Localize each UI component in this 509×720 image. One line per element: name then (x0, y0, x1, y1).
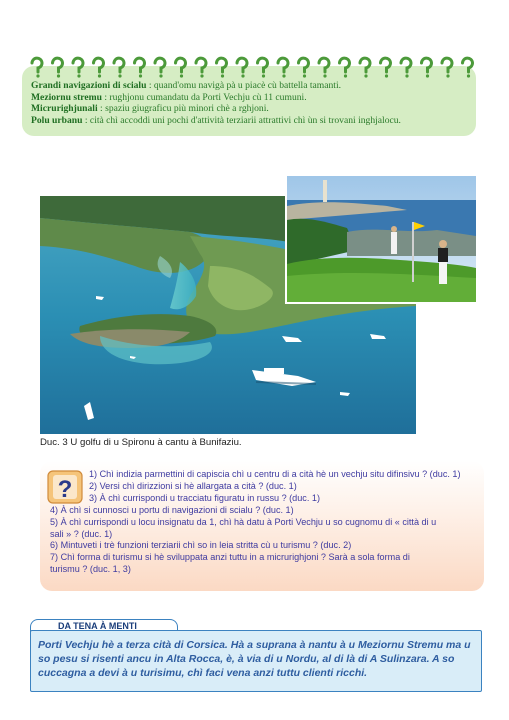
question-line: sali » ? (duc. 1) (50, 528, 113, 539)
remember-line: so pesu si risenti ancu in Alta Rocca, è, à via di u Nordu, al di là di A Sulinzara. A so (38, 653, 455, 666)
glossary-definition: : spaziu giugraficu più minori chè a rghjoni. (97, 103, 269, 115)
svg-text:?: ? (57, 476, 73, 503)
remember-line: Porti Vechju hè a terza cità di Corsica. Hà a suprana à nantu à u Meziornu Stremu ma u (38, 639, 471, 651)
glossary-item (31, 115, 471, 127)
glossary-term: Polu urbanu (31, 114, 83, 126)
question-line: 4) À chì si cunnosci u portu di navigazioni di scialu ? (duc. 1) (50, 504, 294, 515)
glossary-term: Micrurighjunali (31, 103, 98, 115)
question-line: 5) À chì currispondi u locu insignatu da 1, chì hà datu à Porti Vechju u so cugnomu di « città di u (50, 516, 437, 527)
photo-caption: Duc. 3 U golfu di u Spironu à cantu à Bunifaziu. (40, 437, 242, 448)
questions-list (50, 469, 480, 576)
glossary-item (31, 92, 471, 104)
spiral-binding-icon (26, 56, 474, 78)
golf-course-photo (287, 176, 476, 302)
glossary-definition: : rughjonu cumandatu da Porti Vechju cù 11 cumuni. (101, 91, 307, 103)
question-line: 3) À chì currispondi u tracciatu figuratu in russu ? (duc. 1) (89, 492, 320, 503)
glossary-term: Grandi navigazioni di scialu (31, 80, 147, 91)
remember-title: DA TENA À MENTI (58, 621, 137, 631)
glossary-definition: : cità chì accoddi uni pochi d'attività terziarii attrattivi chì ùn si trovani inghjalocu. (82, 114, 401, 126)
remember-text (38, 638, 478, 681)
question-line: 6) Mintuveti i trè funzioni terziarii chì so in leia stritta cù u turismu ? (duc. 2) (50, 540, 352, 551)
remember-line: cuccagna a devi à u turisimu, chì faci vena anzi tuttu clienti ricchi. (38, 667, 368, 680)
question-line: 7) Chì forma di turismu si hè sviluppata anzi tuttu in a micrurighjoni ? Sarà a sola forma di (50, 552, 410, 563)
glossary-list (31, 80, 471, 126)
question-line: turismu ? (duc. 1, 3) (50, 564, 131, 575)
glossary-term: Meziornu stremu (31, 91, 102, 103)
question-line: 2) Versi chì dirizzioni si hè allargata a cità ? (duc. 1) (89, 480, 297, 491)
glossary-definition: : quand'omu navigà pà u piacè cù battella tamanti. (146, 80, 342, 91)
question-line: 1) Chì indizia parmettini di capiscia chì u centru di a cità hè un vechju situ difinsivu ? (duc. 1) (89, 469, 461, 479)
glossary-item (31, 80, 471, 92)
glossary-item (31, 103, 471, 115)
